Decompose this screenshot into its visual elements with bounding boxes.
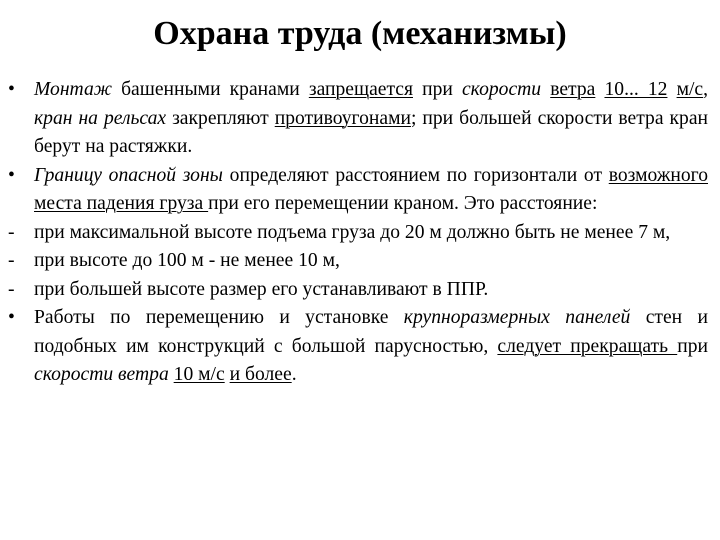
content-list bbox=[8, 76, 708, 390]
bullet-marker: • bbox=[8, 79, 15, 100]
bullet-item bbox=[8, 162, 708, 219]
bullet-item bbox=[8, 304, 708, 390]
dash-item bbox=[8, 247, 708, 276]
bullet-marker: • bbox=[8, 307, 15, 328]
item-text: Границу опасной зоны определяют расстоянием по горизонтали от возможного места падения груза при его перемещении краном. Это расстояние: bbox=[34, 164, 708, 214]
page-title: Охрана труда (механизмы) bbox=[153, 15, 567, 52]
dash-marker: - bbox=[8, 278, 15, 300]
bullet-marker: • bbox=[8, 164, 15, 186]
item-text: при высоте до 100 м - не менее 10 м, bbox=[34, 250, 340, 271]
item-text: Монтаж башенными кранами запрещается при скорости ветра 10... 12 м/с, кран на рельсах закрепляют противоугонами; при большей скорости ветра кран берут на растяжки. bbox=[34, 79, 709, 157]
dash-marker: - bbox=[8, 250, 15, 271]
item-text: при максимальной высоте подъема груза до 20 м должно быть не менее 7 м, bbox=[34, 221, 671, 243]
dash-item bbox=[8, 276, 708, 305]
item-text: Работы по перемещению и установке крупноразмерных панелей стен и подобных им конструкций с большой парусностью, следует прекращать при скорости ветра 10 м/с и более. bbox=[34, 307, 708, 385]
dash-item bbox=[8, 219, 708, 248]
dash-marker: - bbox=[8, 221, 15, 243]
bullet-item bbox=[8, 76, 708, 162]
item-text: при большей высоте размер его устанавливают в ППР. bbox=[34, 278, 489, 300]
